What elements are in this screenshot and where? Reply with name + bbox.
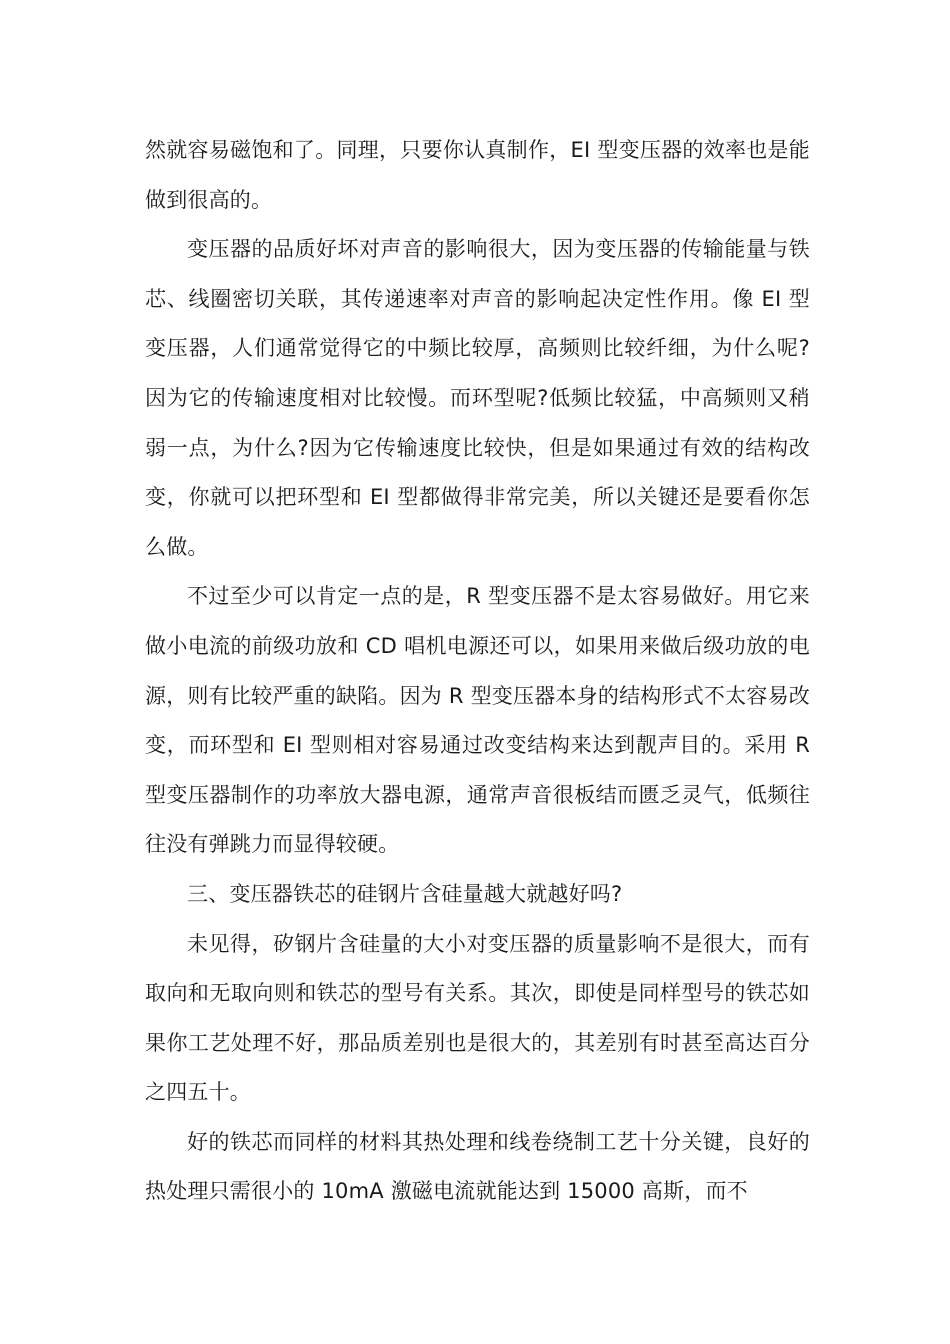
paragraph-silicon-content: 未见得，矽钢片含硅量的大小对变压器的质量影响不是很大，而有取向和无取向则和铁芯的型号有关系。其次，即使是同样型号的铁芯如果你工艺处理不好，那品质差别也是很大的，其差别有时甚至高达百分之四五十。: [145, 931, 810, 1105]
paragraph-heat-treatment: 好的铁芯而同样的材料其热处理和线卷绕制工艺十分关键，良好的热处理只需很小的 10mA 激磁电流就能达到 15000 高斯，而不: [145, 1129, 810, 1204]
section-heading-silicon-steel: 三、变压器铁芯的硅钢片含硅量越大就越好吗?: [187, 881, 623, 906]
paragraph-r-type-transformer: 不过至少可以肯定一点的是，R 型变压器不是太容易做好。用它来做小电流的前级功放和 CD 唱机电源还可以，如果用来做后级功放的电源，则有比较严重的缺陷。因为 R 型变压器本身的结构形式不太容易改变，而环型和 EI 型则相对容易通过改变结构来达到靓声目的。采用 R 型变压器制作的功率放大器电源，通常声音很板结而匮乏灵气，低频往往没有弹跳力而显得较硬。: [145, 584, 810, 857]
document-body: [145, 126, 810, 1217]
paragraph-transformer-quality: 变压器的品质好坏对声音的影响很大，因为变压器的传输能量与铁芯、线圈密切关联，其传递速率对声音的影响起决定性作用。像 EI 型变压器，人们通常觉得它的中频比较厚，高频则比较纤细，为什么呢?因为它的传输速度相对比较慢。而环型呢?低频比较猛，中高频则又稍弱一点，为什么?因为它传输速度比较快，但是如果通过有效的结构改变，你就可以把环型和 EI 型都做得非常完美，所以关键还是要看你怎么做。: [145, 237, 810, 559]
paragraph-continuation: 然就容易磁饱和了。同理，只要你认真制作，EI 型变压器的效率也是能做到很高的。: [145, 138, 810, 212]
